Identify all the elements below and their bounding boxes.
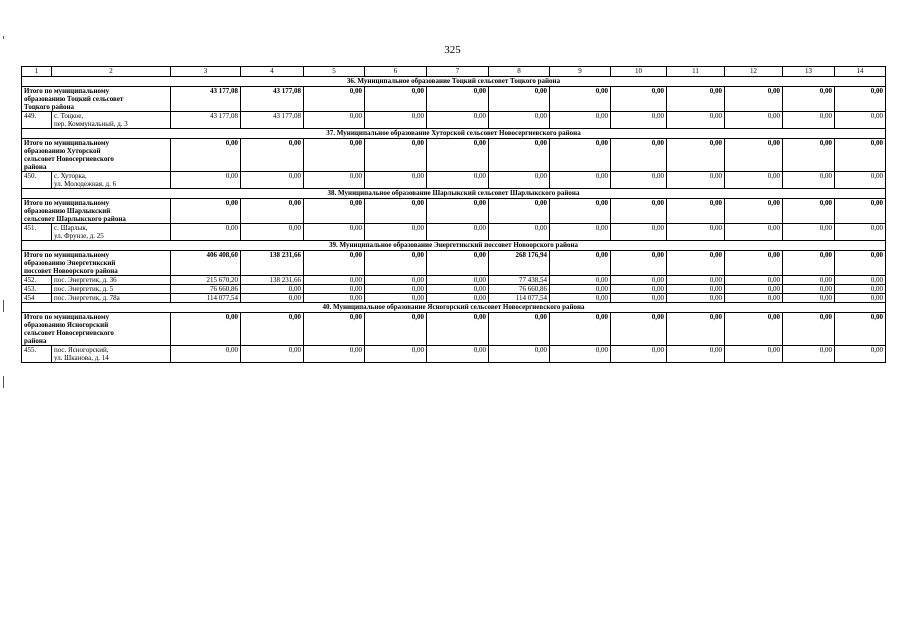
column-header: 2 <box>52 67 171 77</box>
total-value: 0,00 <box>427 87 489 112</box>
cell-value: 0,00 <box>365 346 427 363</box>
cell-value: 0,00 <box>550 285 611 294</box>
cell-value: 0,00 <box>427 224 489 241</box>
cell-value: 0,00 <box>835 112 886 129</box>
total-value: 0,00 <box>783 251 835 276</box>
total-label-line: сельсовет Шарлыкского района <box>24 215 126 223</box>
cell-value: 76 660,86 <box>171 285 241 294</box>
cell-value: 0,00 <box>304 285 365 294</box>
cell-value: 0,00 <box>365 112 427 129</box>
table-row <box>22 276 886 285</box>
address-line: ул. Шканова, д. 14 <box>54 354 109 362</box>
cell-value: 0,00 <box>667 276 725 285</box>
column-header: 12 <box>725 67 783 77</box>
row-index: 449. <box>22 112 52 129</box>
table-row <box>22 224 886 241</box>
total-value: 0,00 <box>304 139 365 172</box>
row-address <box>52 172 171 189</box>
total-label-line: Итого по муниципальному <box>24 199 110 207</box>
cell-value: 0,00 <box>725 346 783 363</box>
column-header: 14 <box>835 67 886 77</box>
column-header: 1 <box>22 67 52 77</box>
cell-value: 0,00 <box>783 285 835 294</box>
cell-value: 0,00 <box>427 112 489 129</box>
cell-value: 0,00 <box>725 112 783 129</box>
total-value: 0,00 <box>427 139 489 172</box>
cell-value: 0,00 <box>550 276 611 285</box>
header-row <box>22 67 886 77</box>
total-label <box>22 251 171 276</box>
total-value: 0,00 <box>171 139 241 172</box>
cell-value: 0,00 <box>365 294 427 303</box>
total-label-line: Итого по муниципальному <box>24 313 110 321</box>
cell-value: 0,00 <box>725 285 783 294</box>
total-value: 0,00 <box>241 313 304 346</box>
row-index: 451. <box>22 224 52 241</box>
column-header: 5 <box>304 67 365 77</box>
address-line: пер. Коммунальный, д. 3 <box>54 120 128 128</box>
total-value: 0,00 <box>725 87 783 112</box>
address-line: пос. Энергетик, д. 36 <box>54 276 117 284</box>
cell-value: 0,00 <box>667 112 725 129</box>
row-address <box>52 224 171 241</box>
section-title: 40. Муниципальное образование Ясногорский сельсовет Новосергиевского района <box>22 303 886 313</box>
cell-value: 0,00 <box>304 224 365 241</box>
cell-value: 0,00 <box>304 112 365 129</box>
total-value: 0,00 <box>783 313 835 346</box>
total-value: 0,00 <box>365 313 427 346</box>
cell-value: 0,00 <box>835 276 886 285</box>
section-title-row <box>22 241 886 251</box>
total-value: 0,00 <box>550 199 611 224</box>
section-title: 36. Муниципальное образование Тоцкий сельсовет Тоцкого района <box>22 77 886 87</box>
cell-value: 0,00 <box>611 285 667 294</box>
cell-value: 0,00 <box>783 294 835 303</box>
cell-value: 0,00 <box>241 346 304 363</box>
cell-value: 0,00 <box>171 346 241 363</box>
cell-value: 0,00 <box>611 276 667 285</box>
total-label-line: Итого по муниципальному <box>24 87 110 95</box>
total-value: 0,00 <box>550 139 611 172</box>
total-label-line: образованию Ясногорский <box>24 321 109 329</box>
total-value: 406 408,60 <box>171 251 241 276</box>
total-value: 0,00 <box>725 139 783 172</box>
column-header: 9 <box>550 67 611 77</box>
total-value: 0,00 <box>489 199 550 224</box>
column-header: 13 <box>783 67 835 77</box>
scan-mark <box>3 300 4 312</box>
total-value: 0,00 <box>783 139 835 172</box>
total-value: 0,00 <box>171 199 241 224</box>
total-value: 0,00 <box>427 313 489 346</box>
cell-value: 0,00 <box>835 294 886 303</box>
cell-value: 0,00 <box>835 172 886 189</box>
total-value: 0,00 <box>365 139 427 172</box>
cell-value: 0,00 <box>427 285 489 294</box>
cell-value: 0,00 <box>550 172 611 189</box>
total-label <box>22 199 171 224</box>
total-value: 0,00 <box>241 199 304 224</box>
address-line: ул. Фрунзе, д. 25 <box>54 232 104 240</box>
total-value: 0,00 <box>365 199 427 224</box>
cell-value: 0,00 <box>783 172 835 189</box>
total-label-line: района <box>24 337 47 345</box>
cell-value: 0,00 <box>611 346 667 363</box>
total-label-line: Итого по муниципальному <box>24 139 110 147</box>
cell-value: 0,00 <box>550 346 611 363</box>
total-label <box>22 87 171 112</box>
total-row <box>22 199 886 224</box>
cell-value: 0,00 <box>171 172 241 189</box>
cell-value: 0,00 <box>667 172 725 189</box>
total-value: 0,00 <box>725 199 783 224</box>
section-title-row <box>22 129 886 139</box>
total-value: 0,00 <box>304 199 365 224</box>
cell-value: 0,00 <box>725 294 783 303</box>
address-line: с. Шарлык, <box>54 224 88 232</box>
row-index: 453. <box>22 285 52 294</box>
cell-value: 0,00 <box>427 346 489 363</box>
address-line: с. Хуторка, <box>54 172 87 180</box>
cell-value: 0,00 <box>365 285 427 294</box>
cell-value: 0,00 <box>783 276 835 285</box>
total-value: 0,00 <box>835 87 886 112</box>
cell-value: 0,00 <box>489 112 550 129</box>
row-address <box>52 112 171 129</box>
total-label-line: поссовет Новоорского района <box>24 267 118 275</box>
cell-value: 0,00 <box>783 112 835 129</box>
cell-value: 0,00 <box>611 112 667 129</box>
total-value: 0,00 <box>835 251 886 276</box>
total-label-line: Итого по муниципальному <box>24 251 110 259</box>
section-title: 39. Муниципальное образование Энергетикский поссовет Новоорского района <box>22 241 886 251</box>
total-label-line: района <box>24 163 47 171</box>
column-header: 3 <box>171 67 241 77</box>
page-number: 325 <box>444 44 461 56</box>
total-value: 0,00 <box>427 251 489 276</box>
cell-value: 0,00 <box>667 346 725 363</box>
total-value: 0,00 <box>611 313 667 346</box>
address-line: пос. Ясногорский, <box>54 346 109 354</box>
cell-value: 0,00 <box>611 224 667 241</box>
cell-value: 43 177,08 <box>171 112 241 129</box>
cell-value: 0,00 <box>241 285 304 294</box>
total-value: 0,00 <box>171 313 241 346</box>
cell-value: 0,00 <box>783 224 835 241</box>
cell-value: 0,00 <box>365 276 427 285</box>
total-value: 0,00 <box>611 139 667 172</box>
cell-value: 0,00 <box>427 294 489 303</box>
cell-value: 0,00 <box>489 346 550 363</box>
total-value: 0,00 <box>667 87 725 112</box>
total-label-line: сельсовет Новосергиевского <box>24 329 114 337</box>
cell-value: 0,00 <box>304 172 365 189</box>
column-header: 8 <box>489 67 550 77</box>
table-body <box>22 67 886 363</box>
total-value: 43 177,08 <box>241 87 304 112</box>
total-value: 0,00 <box>835 313 886 346</box>
row-index: 454 <box>22 294 52 303</box>
row-address <box>52 346 171 363</box>
total-value: 0,00 <box>304 251 365 276</box>
section-title: 38. Муниципальное образование Шарлыкский сельсовет Шарлыкского района <box>22 189 886 199</box>
column-header: 4 <box>241 67 304 77</box>
cell-value: 0,00 <box>667 294 725 303</box>
cell-value: 0,00 <box>365 172 427 189</box>
cell-value: 215 670,20 <box>171 276 241 285</box>
cell-value: 76 660,86 <box>489 285 550 294</box>
total-value: 0,00 <box>835 139 886 172</box>
cell-value: 0,00 <box>241 294 304 303</box>
cell-value: 0,00 <box>304 294 365 303</box>
total-value: 138 231,66 <box>241 251 304 276</box>
section-title-row <box>22 189 886 199</box>
total-value: 0,00 <box>783 87 835 112</box>
row-address <box>52 294 171 303</box>
cell-value: 0,00 <box>427 172 489 189</box>
total-value: 0,00 <box>489 87 550 112</box>
total-value: 0,00 <box>667 139 725 172</box>
address-line: ул. Молодежная, д. 6 <box>54 180 117 188</box>
cell-value: 0,00 <box>489 172 550 189</box>
total-label-line: образованию Шарлыкский <box>24 207 111 215</box>
cell-value: 0,00 <box>667 224 725 241</box>
total-row <box>22 313 886 346</box>
cell-value: 0,00 <box>725 276 783 285</box>
row-address <box>52 276 171 285</box>
total-value: 0,00 <box>550 251 611 276</box>
total-value: 0,00 <box>427 199 489 224</box>
column-header: 7 <box>427 67 489 77</box>
total-row <box>22 87 886 112</box>
cell-value: 77 438,54 <box>489 276 550 285</box>
total-label-line: образованию Хуторской <box>24 147 101 155</box>
cell-value: 0,00 <box>171 224 241 241</box>
scan-mark <box>3 36 4 39</box>
scan-mark <box>3 376 4 388</box>
cell-value: 0,00 <box>611 294 667 303</box>
total-value: 0,00 <box>835 199 886 224</box>
table-row <box>22 285 886 294</box>
address-line: пос. Энергетик, д. 78а <box>54 294 120 302</box>
cell-value: 0,00 <box>835 346 886 363</box>
section-title: 37. Муниципальное образование Хуторской сельсовет Новосергиевского района <box>22 129 886 139</box>
row-index: 450. <box>22 172 52 189</box>
cell-value: 0,00 <box>835 285 886 294</box>
cell-value: 0,00 <box>304 346 365 363</box>
cell-value: 138 231,66 <box>241 276 304 285</box>
total-value: 0,00 <box>611 87 667 112</box>
total-value: 0,00 <box>304 87 365 112</box>
total-label <box>22 139 171 172</box>
table-row <box>22 346 886 363</box>
total-value: 0,00 <box>365 87 427 112</box>
cell-value: 0,00 <box>304 276 365 285</box>
total-value: 0,00 <box>725 313 783 346</box>
total-label-line: Тоцкого района <box>24 103 75 111</box>
total-value: 0,00 <box>725 251 783 276</box>
cell-value: 114 077,54 <box>171 294 241 303</box>
total-value: 0,00 <box>365 251 427 276</box>
section-title-row <box>22 77 886 87</box>
total-label <box>22 313 171 346</box>
total-value: 0,00 <box>550 87 611 112</box>
cell-value: 0,00 <box>611 172 667 189</box>
cell-value: 0,00 <box>725 224 783 241</box>
total-label-line: образованию Энергетикский <box>24 259 116 267</box>
address-line: пос. Энергетик, д. 5 <box>54 285 114 293</box>
cell-value: 0,00 <box>489 224 550 241</box>
total-value: 0,00 <box>667 313 725 346</box>
total-value: 0,00 <box>783 199 835 224</box>
total-value: 0,00 <box>611 251 667 276</box>
total-value: 268 176,94 <box>489 251 550 276</box>
cell-value: 0,00 <box>835 224 886 241</box>
cell-value: 0,00 <box>550 112 611 129</box>
total-label-line: образованию Тоцкий сельсовет <box>24 95 124 103</box>
cell-value: 0,00 <box>241 172 304 189</box>
total-row <box>22 251 886 276</box>
cell-value: 0,00 <box>725 172 783 189</box>
total-value: 0,00 <box>550 313 611 346</box>
data-table <box>21 66 886 363</box>
row-index: 452. <box>22 276 52 285</box>
table-row <box>22 294 886 303</box>
cell-value: 0,00 <box>550 224 611 241</box>
total-value: 0,00 <box>489 313 550 346</box>
column-header: 10 <box>611 67 667 77</box>
total-value: 0,00 <box>241 139 304 172</box>
total-value: 0,00 <box>489 139 550 172</box>
total-value: 0,00 <box>667 199 725 224</box>
total-value: 43 177,08 <box>171 87 241 112</box>
row-index: 455. <box>22 346 52 363</box>
total-value: 0,00 <box>304 313 365 346</box>
cell-value: 0,00 <box>427 276 489 285</box>
address-line: с. Тоцкое, <box>54 112 84 120</box>
table-row <box>22 112 886 129</box>
cell-value: 0,00 <box>241 224 304 241</box>
total-value: 0,00 <box>611 199 667 224</box>
cell-value: 0,00 <box>783 346 835 363</box>
table-row <box>22 172 886 189</box>
cell-value: 0,00 <box>667 285 725 294</box>
column-header: 6 <box>365 67 427 77</box>
column-header: 11 <box>667 67 725 77</box>
total-row <box>22 139 886 172</box>
section-title-row <box>22 303 886 313</box>
row-address <box>52 285 171 294</box>
total-value: 0,00 <box>667 251 725 276</box>
cell-value: 43 177,08 <box>241 112 304 129</box>
cell-value: 0,00 <box>365 224 427 241</box>
total-label-line: сельсовет Новосергиевского <box>24 155 114 163</box>
cell-value: 114 077,54 <box>489 294 550 303</box>
cell-value: 0,00 <box>550 294 611 303</box>
